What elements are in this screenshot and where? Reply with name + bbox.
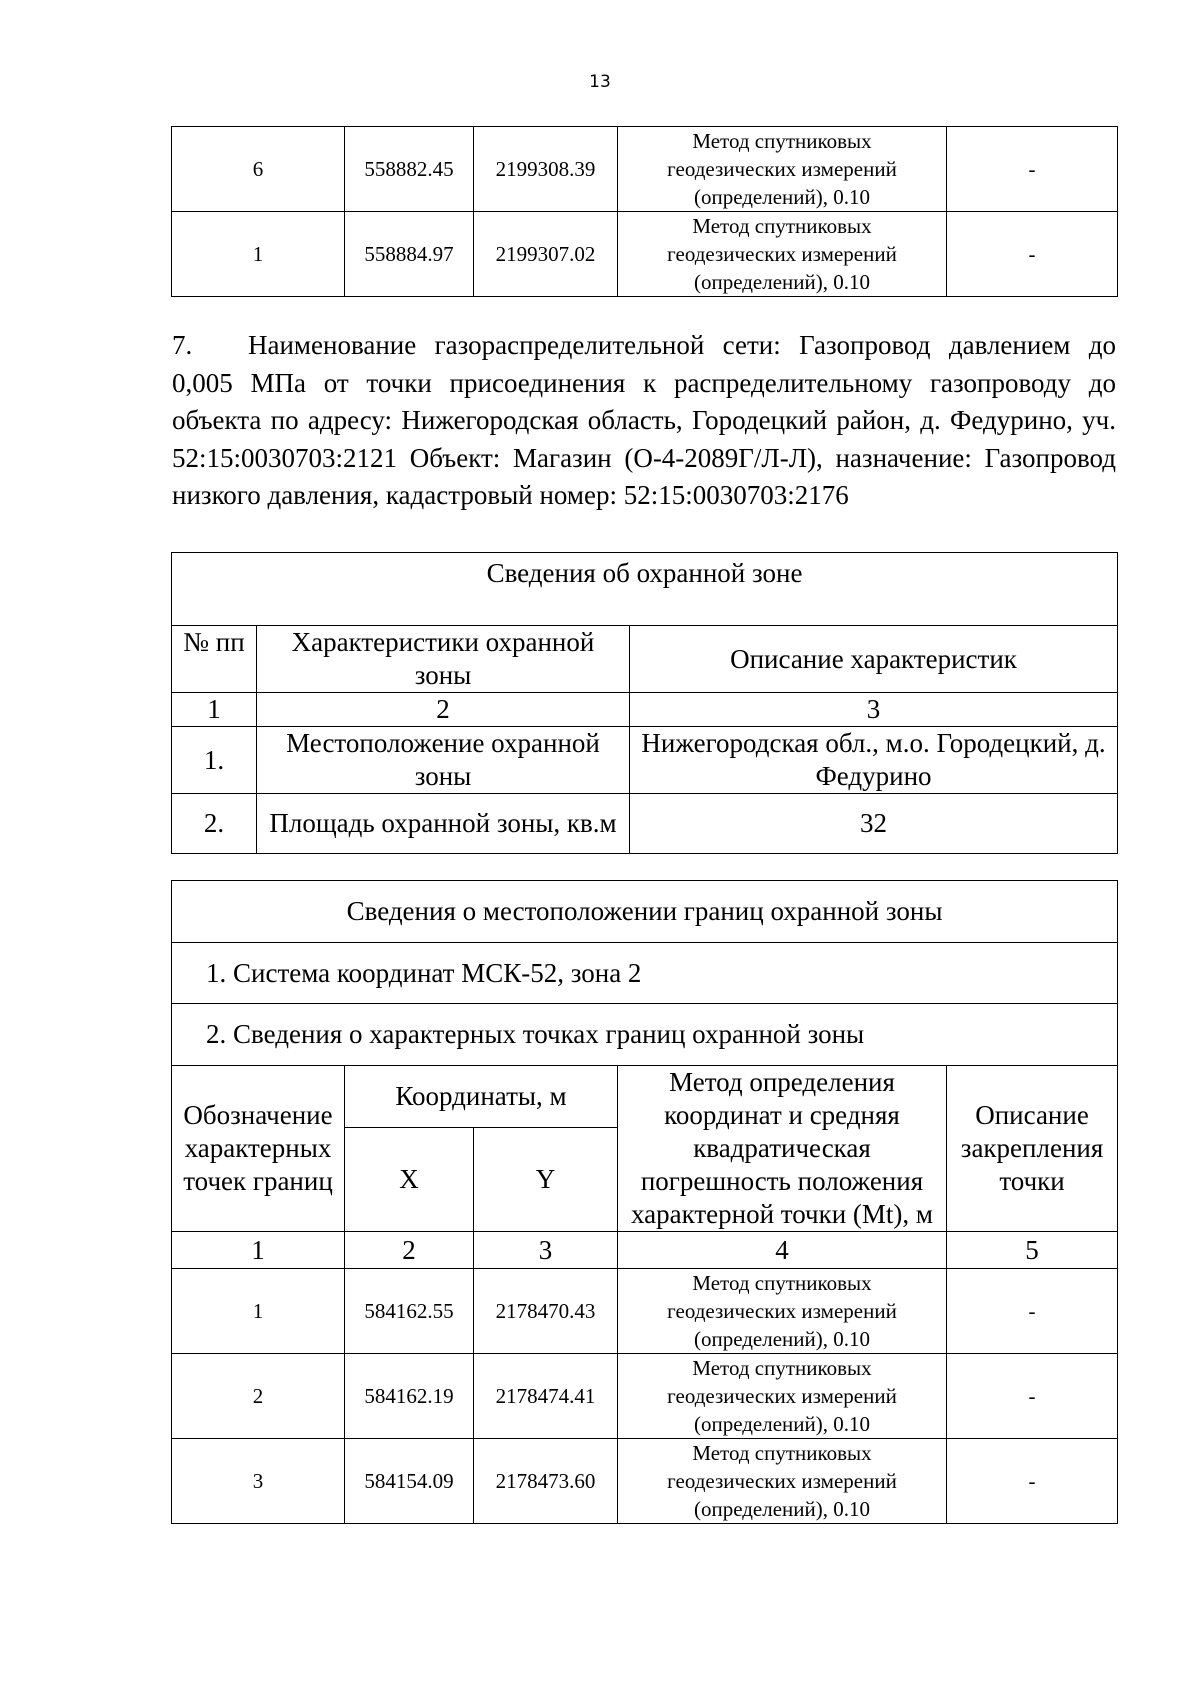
method-line: (определений), 0.10 xyxy=(693,270,871,294)
index-cell: 4 xyxy=(618,1232,947,1269)
row-number: 2. xyxy=(172,794,257,854)
zone-table-title: Сведения об охранной зоне xyxy=(172,553,1118,626)
protection-zone-table xyxy=(171,552,1118,854)
characteristic-value: Нижегородская обл., м.о. Городецкий, д. Федурино xyxy=(630,727,1118,794)
method-line: геодезических измерений xyxy=(667,1469,897,1493)
header-coordinates: Координаты, м xyxy=(345,1066,618,1128)
characteristic-name: Местоположение охранной зоны xyxy=(257,727,630,794)
characteristic-value: 32 xyxy=(630,794,1118,854)
point-number: 1 xyxy=(172,212,345,297)
points-section-title: 2. Сведения о характерных точках границ охранной зоны xyxy=(172,1004,1118,1066)
point-number: 6 xyxy=(172,127,345,212)
index-cell: 2 xyxy=(345,1232,474,1269)
table-row xyxy=(172,1354,1118,1439)
header-number: № пп xyxy=(172,626,257,693)
coord-y: 2178474.41 xyxy=(474,1354,618,1439)
index-cell: 3 xyxy=(474,1232,618,1269)
method-line: геодезических измерений xyxy=(667,1384,897,1408)
point-description: - xyxy=(947,212,1118,297)
header-characteristics: Характеристики охранной зоны xyxy=(257,626,630,693)
point-description: - xyxy=(947,127,1118,212)
section-number: 7. xyxy=(172,330,193,360)
page-number: 13 xyxy=(589,72,611,92)
method-line: Метод спутниковых xyxy=(692,1271,872,1295)
table-row xyxy=(172,1439,1118,1524)
point-description: - xyxy=(947,1354,1118,1439)
method-line: (определений), 0.10 xyxy=(693,1327,871,1351)
index-cell: 2 xyxy=(257,693,630,727)
method-cell xyxy=(618,127,947,212)
coord-y: 2199307.02 xyxy=(474,212,618,297)
point-number: 1 xyxy=(172,1269,345,1354)
header-fixing-description: Описание закрепления точки xyxy=(947,1066,1118,1232)
index-cell: 5 xyxy=(947,1232,1118,1269)
coord-x: 558884.97 xyxy=(345,212,474,297)
table-row xyxy=(172,1269,1118,1354)
coordinate-system: 1. Система координат МСК-52, зона 2 xyxy=(172,943,1118,1004)
coord-x: 584162.55 xyxy=(345,1269,474,1354)
method-line: Метод спутниковых xyxy=(692,1441,872,1465)
point-number: 3 xyxy=(172,1439,345,1524)
boundary-table xyxy=(171,880,1118,1524)
header-x: X xyxy=(345,1127,474,1231)
coord-y: 2178473.60 xyxy=(474,1439,618,1524)
coord-x: 584154.09 xyxy=(345,1439,474,1524)
method-line: (определений), 0.10 xyxy=(693,1497,871,1521)
method-cell xyxy=(618,1269,947,1354)
row-number: 1. xyxy=(172,727,257,794)
index-cell: 1 xyxy=(172,693,257,727)
method-cell xyxy=(618,1439,947,1524)
method-line: Метод спутниковых xyxy=(692,129,872,153)
index-cell: 3 xyxy=(630,693,1118,727)
method-cell xyxy=(618,212,947,297)
header-method: Метод определения координат и средняя квадратическая погрешность положения характерной точки (Mt), м xyxy=(618,1066,947,1232)
table-row xyxy=(172,212,1118,297)
section-paragraph xyxy=(172,327,1116,515)
table-row xyxy=(172,127,1118,212)
point-description: - xyxy=(947,1269,1118,1354)
boundary-table-title: Сведения о местоположении границ охранной зоны xyxy=(172,881,1118,943)
method-line: Метод спутниковых xyxy=(692,1356,872,1380)
index-cell: 1 xyxy=(172,1232,345,1269)
method-cell xyxy=(618,1354,947,1439)
method-line: Метод спутниковых xyxy=(692,214,872,238)
point-description: - xyxy=(947,1439,1118,1524)
header-designation: Обозначение характерных точек границ xyxy=(172,1066,345,1232)
method-line: геодезических измерений xyxy=(667,157,897,181)
table-row xyxy=(172,727,1118,794)
coord-y: 2199308.39 xyxy=(474,127,618,212)
characteristic-name: Площадь охранной зоны, кв.м xyxy=(257,794,630,854)
point-number: 2 xyxy=(172,1354,345,1439)
coordinates-table-continued xyxy=(171,126,1118,297)
method-line: геодезических измерений xyxy=(667,242,897,266)
header-description: Описание характеристик xyxy=(630,626,1118,693)
section-text: Наименование газораспределительной сети: Газопровод давлением до 0,005 МПа от точки присоединения к распределительному газопроводу до объекта по адресу: Нижегородская область, Городецкий район, д. Федурино, уч. 52:15:0030703:2121 Объект: Магазин (О-4-2089Г/Л-Л), назначение: Газопровод низкого давления, кадастровый номер: 52:15:0030703:2176 xyxy=(172,330,1116,510)
header-y: Y xyxy=(474,1127,618,1231)
coord-x: 558882.45 xyxy=(345,127,474,212)
coord-x: 584162.19 xyxy=(345,1354,474,1439)
table-row xyxy=(172,794,1118,854)
method-line: (определений), 0.10 xyxy=(693,1412,871,1436)
method-line: геодезических измерений xyxy=(667,1299,897,1323)
method-line: (определений), 0.10 xyxy=(693,185,871,209)
coord-y: 2178470.43 xyxy=(474,1269,618,1354)
